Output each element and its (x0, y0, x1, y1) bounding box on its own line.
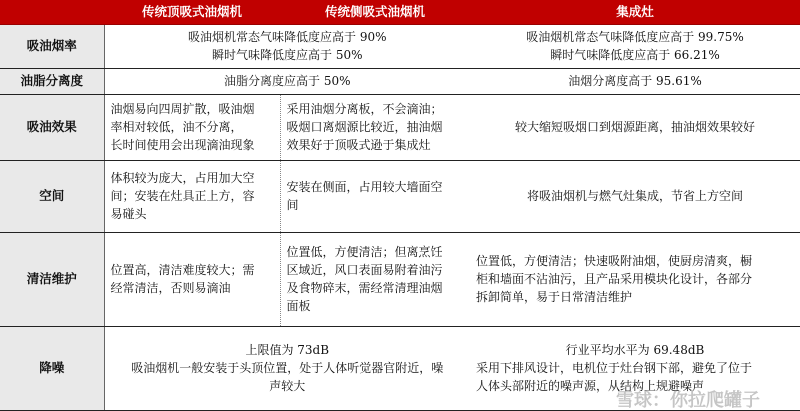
text-line: 面板 (286, 299, 311, 313)
text-line: 位置低，方便清洁；但离烹饪 (286, 245, 443, 259)
traditional-cell (104, 24, 470, 68)
text-line: 采用下排风设计，电机位于灶台钢下部，避免了位于 (476, 361, 753, 375)
text-line: 吸油烟机常态气味降低度应高于 99.75% (526, 30, 744, 44)
text-line: 安装在侧面，占用较大墙面空 (286, 180, 443, 194)
noise-average: 行业平均水平为 69.48dB (565, 343, 705, 357)
integrated-cell: 油烟分离度高于 95.61% (470, 68, 800, 94)
text-line: 采用油烟分离板，不会滴油； (286, 102, 443, 116)
text-line: 经常清洁，否则易滴油 (110, 281, 231, 295)
side-suction-cell (280, 232, 470, 326)
row-absorption-effect (0, 94, 800, 160)
text-line: 吸油烟机常态气味降低度应高于 90% (188, 30, 387, 44)
text-line: 区域近，风口表面易附着油污 (286, 263, 443, 277)
row-label: 空间 (0, 160, 104, 232)
text-line: 间 (286, 198, 299, 212)
row-noise (0, 326, 800, 410)
integrated-cell (470, 24, 800, 68)
row-label: 降噪 (0, 326, 104, 410)
traditional-cell: 油脂分离度应高于 50% (104, 68, 470, 94)
header-blank-cell (0, 0, 104, 24)
text-line: 间；安装在灶具正上方，容 (110, 189, 255, 203)
text-line: 及食物碎末，需经常清理油烟 (286, 281, 443, 295)
header-row (0, 0, 800, 24)
text-line: 人体头部附近的噪声源，从结构上规避噪声 (476, 379, 705, 393)
header-top-suction: 传统顶吸式油烟机 (104, 0, 280, 24)
text-line: 拆卸简单，易于日常清洁维护 (476, 290, 633, 304)
text-line: 易碰头 (110, 207, 147, 221)
text-line: 吸烟口离烟源比较近，抽油烟 (286, 120, 443, 134)
text-line: 位置低，方便清洁；快速吸附油烟，使厨房清爽，橱 (476, 254, 753, 268)
row-space (0, 160, 800, 232)
row-label: 吸油效果 (0, 94, 104, 160)
text-line: 瞬时气味降低度应高于 66.21% (550, 48, 720, 62)
text-line: 油烟易向四周扩散，吸油烟 (110, 102, 255, 116)
side-suction-cell (280, 160, 470, 232)
top-suction-cell (104, 232, 280, 326)
noise-limit: 上限值为 73dB (245, 343, 330, 357)
watermark: 雪球：你拉爬罐子 (616, 389, 760, 410)
text-line: 声较大 (269, 379, 306, 393)
text-line: 体积较为庞大，占用加大空 (110, 171, 255, 185)
text-line: 瞬时气味降低度应高于 50% (212, 48, 363, 62)
row-cleaning (0, 232, 800, 326)
row-absorption-rate (0, 24, 800, 68)
row-label: 清洁维护 (0, 232, 104, 326)
row-label: 油脂分离度 (0, 68, 104, 94)
side-suction-cell (280, 94, 470, 160)
integrated-cell (470, 326, 800, 410)
text-line: 率相对较低，油不分离， (110, 120, 243, 134)
text-line: 柜和墙面不沾油污，且产品采用模块化设计，各部分 (476, 272, 753, 286)
integrated-cell (470, 232, 800, 326)
text-line: 效果好于顶吸式逊于集成灶 (286, 138, 431, 152)
text-line: 吸油烟机一般安装于头顶位置，处于人体听觉器官附近，噪 (131, 361, 444, 375)
header-side-suction: 传统侧吸式油烟机 (280, 0, 470, 24)
row-label: 吸油烟率 (0, 24, 104, 68)
integrated-cell: 较大缩短吸烟口到烟源距离，抽油烟效果较好 (470, 94, 800, 160)
integrated-cell: 将吸油烟机与燃气灶集成，节省上方空间 (470, 160, 800, 232)
text-line: 长时间使用会出现滴油现象 (110, 138, 255, 152)
traditional-cell (104, 326, 470, 410)
top-suction-cell (104, 160, 280, 232)
text-line: 位置高，清洁难度较大；需 (110, 263, 255, 277)
row-grease-separation (0, 68, 800, 94)
header-integrated-stove: 集成灶 (470, 0, 800, 24)
top-suction-cell (104, 94, 280, 160)
